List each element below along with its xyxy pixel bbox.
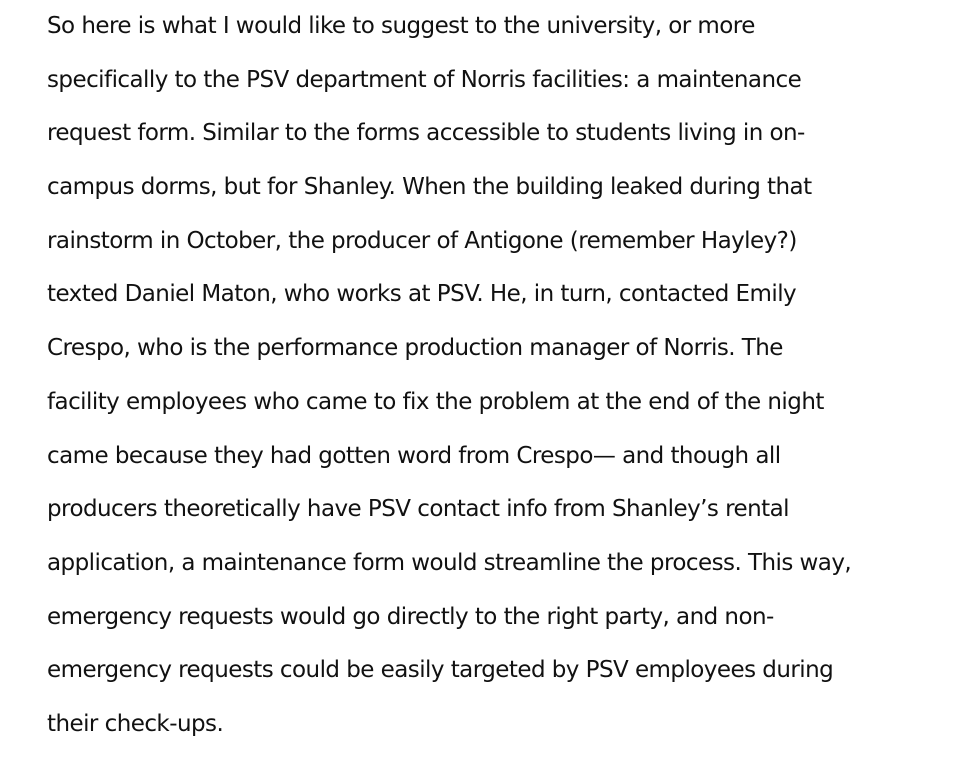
paragraph-line: emergency requests could be easily targeted by PSV employees during [47,657,834,684]
paragraph-line: producers theoretically have PSV contact info from Shanley’s rental [47,496,789,523]
paragraph-line: their check-ups. [47,710,224,737]
paragraph-line: application, a maintenance form would streamline the process. This way, [47,549,852,576]
paragraph-line: texted Daniel Maton, who works at PSV. He, in turn, contacted Emily [47,281,797,308]
paragraph-line: came because they had gotten word from Crespo— and though all [47,442,781,469]
article-body [47,0,967,752]
paragraph-line: facility employees who came to fix the problem at the end of the night [47,388,824,415]
paragraph-line: specifically to the PSV department of Norris facilities: a maintenance [47,66,802,93]
paragraph-line: emergency requests would go directly to the right party, and non- [47,603,774,630]
paragraph-line: Crespo, who is the performance production manager of Norris. The [47,335,783,362]
paragraph-line: So here is what I would like to suggest to the university, or more [47,13,755,39]
paragraph-line: campus dorms, but for Shanley. When the building leaked during that [47,174,812,201]
paragraph-line: rainstorm in October, the producer of Antigone (remember Hayley?) [47,227,797,254]
paragraph-line: request form. Similar to the forms accessible to students living in on- [47,120,805,147]
article-paragraph [47,0,967,752]
